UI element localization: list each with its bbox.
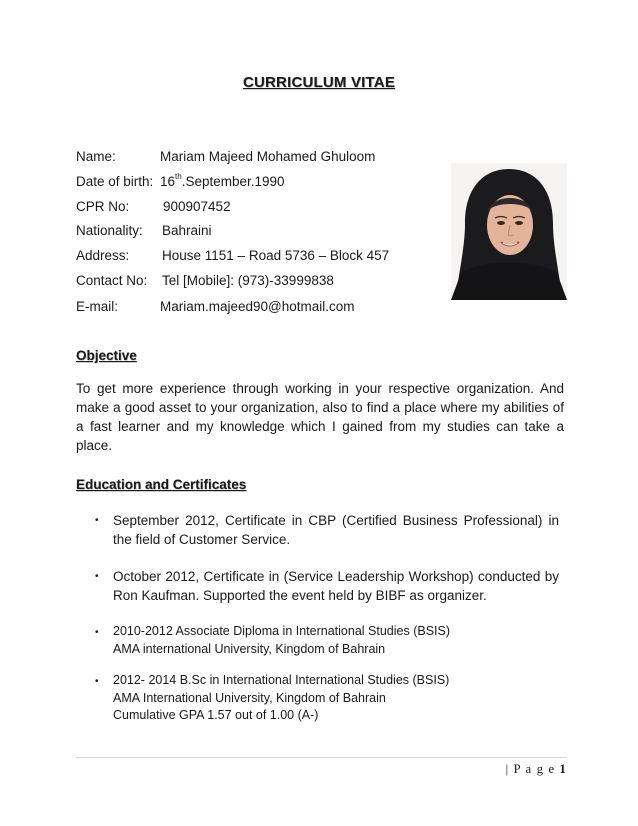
nationality-value: Bahraini bbox=[162, 223, 212, 238]
dob-suffix: th bbox=[175, 172, 182, 181]
objective-text: To get more experience through working in your respective organization. And make a good asset to your organization, also to find a place where my abilities of a fast learner and my knowledge which I gained from my studies can take a place. bbox=[76, 381, 564, 453]
education-item-4 bbox=[113, 672, 559, 725]
cpr-value: 900907452 bbox=[163, 199, 231, 214]
education-item-2 bbox=[113, 567, 559, 605]
education-item-4-line-2: AMA International University, Kingdom of Bahrain bbox=[113, 690, 386, 705]
education-heading: Education and Certificates bbox=[76, 477, 247, 492]
page-label: | P a g e bbox=[505, 762, 556, 776]
dob-rest: .September.1990 bbox=[181, 174, 285, 189]
email-value: Mariam.majeed90@hotmail.com bbox=[160, 299, 355, 314]
education-item-1-line-1: September 2012, Certificate in CBP (Certified Business Professional) in the field of Customer Service. bbox=[113, 513, 559, 547]
contact-label: Contact No: bbox=[76, 273, 148, 288]
bullet-icon: • bbox=[95, 627, 99, 638]
education-item-4-line-3: Cumulative GPA 1.57 out of 1.00 (A-) bbox=[113, 708, 319, 722]
page-footer bbox=[500, 762, 567, 777]
dob-value bbox=[160, 173, 285, 191]
education-item-2-line-1: October 2012, Certificate in (Service Leadership Workshop) conducted by Ron Kaufman. Supported the event held by BIBF as organizer. bbox=[113, 569, 559, 603]
email-label: E-mail: bbox=[76, 299, 119, 314]
page-number: 1 bbox=[559, 762, 567, 776]
objective-heading: Objective bbox=[76, 348, 137, 363]
bullet-icon: • bbox=[95, 676, 99, 687]
contact-value: Tel [Mobile]: (973)-33999838 bbox=[162, 273, 334, 288]
name-label: Name: bbox=[76, 149, 116, 164]
profile-photo bbox=[451, 163, 567, 300]
education-item-3-line-1: 2010-2012 Associate Diploma in International Studies (BSIS) bbox=[113, 624, 450, 638]
education-item-4-line-1: 2012- 2014 B.Sc in International International Studies (BSIS) bbox=[113, 673, 450, 687]
address-label: Address: bbox=[76, 248, 130, 263]
education-item-3-line-2: AMA international University, Kingdom of Bahrain bbox=[113, 641, 386, 656]
nationality-label: Nationality: bbox=[76, 223, 143, 238]
bullet-icon: • bbox=[95, 515, 99, 526]
bullet-icon: • bbox=[95, 571, 99, 582]
education-item-1 bbox=[113, 511, 559, 549]
cpr-label: CPR No: bbox=[76, 199, 130, 214]
profile-portrait-image bbox=[451, 163, 567, 300]
page-title: CURRICULUM VITAE bbox=[242, 74, 396, 91]
footer-divider bbox=[76, 757, 567, 758]
name-value: Mariam Majeed Mohamed Ghuloom bbox=[160, 149, 376, 164]
dob-day: 16 bbox=[160, 174, 176, 189]
dob-label: Date of birth: bbox=[76, 174, 154, 189]
education-item-3 bbox=[113, 623, 559, 658]
address-value: House 1151 – Road 5736 – Block 457 bbox=[162, 248, 390, 263]
